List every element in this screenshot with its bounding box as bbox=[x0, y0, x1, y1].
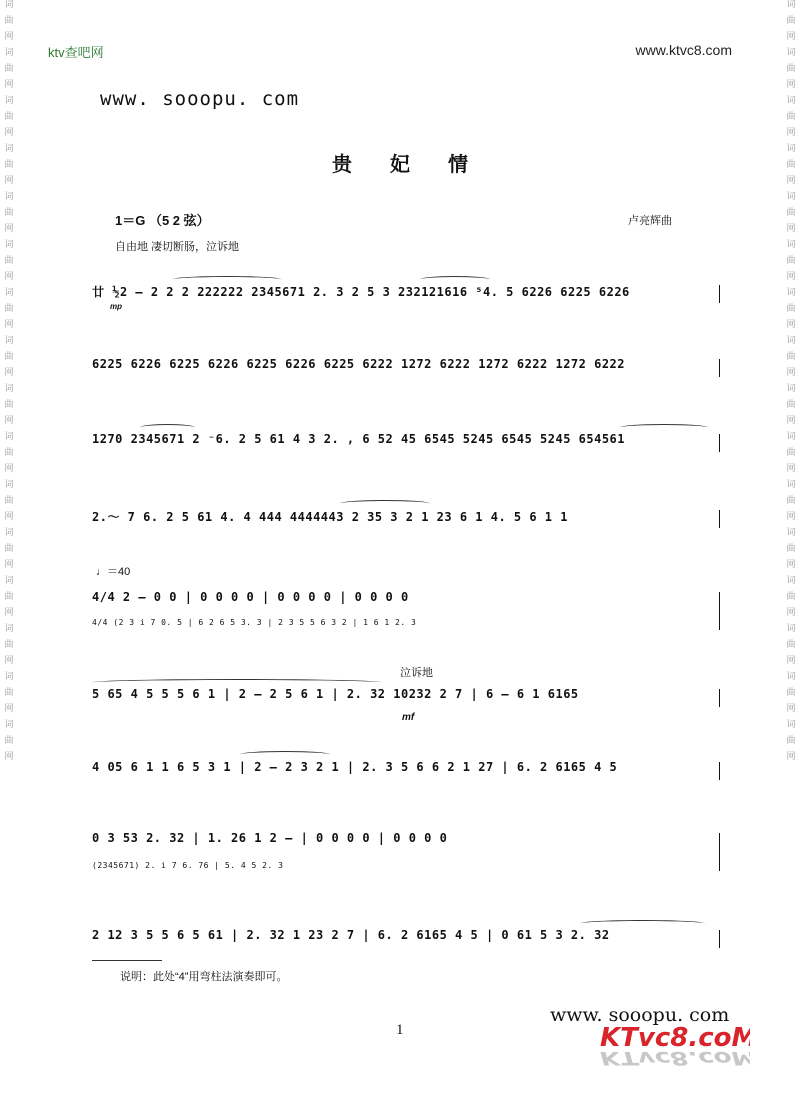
watermark-char: 曲 bbox=[4, 736, 14, 746]
watermark-char: 曲 bbox=[4, 208, 14, 218]
staff-row bbox=[92, 508, 714, 532]
watermark-char: 曲 bbox=[4, 64, 14, 74]
watermark-char: 网 bbox=[786, 128, 796, 138]
page-title: 贵妃情 bbox=[332, 154, 506, 176]
watermark-char: 词 bbox=[4, 288, 14, 298]
ktvc8-logo bbox=[600, 1022, 750, 1078]
staff-row bbox=[92, 687, 714, 711]
logo-reflection: KTvc8.coM bbox=[600, 1047, 750, 1069]
dynamic-mp: mp bbox=[110, 302, 122, 311]
staff-row bbox=[92, 432, 714, 456]
staff-notes: 4 05 6 1 1 6 5 3 1 | 2 – 2 3 2 1 | 2. 3 5 6 6 2 1 27 | 6. 2 6165 4 5 bbox=[92, 760, 618, 774]
top-watermark-url: www. sooopu. com bbox=[100, 88, 300, 110]
watermark-char: 网 bbox=[786, 32, 796, 42]
watermark-char: 网 bbox=[786, 608, 796, 618]
staff-row bbox=[92, 357, 714, 381]
watermark-char: 网 bbox=[786, 368, 796, 378]
watermark-char: 词 bbox=[786, 48, 796, 58]
slur-arc bbox=[420, 276, 490, 283]
watermark-char: 网 bbox=[786, 320, 796, 330]
staff-notes: 5 65 4 5 5 5 6 1 | 2 – 2 5 6 1 | 2. 32 10232 2 7 | 6 – 6 1 6165 bbox=[92, 687, 579, 701]
watermark-char: 词 bbox=[786, 336, 796, 346]
watermark-char: 词 bbox=[4, 672, 14, 682]
watermark-char: 网 bbox=[4, 32, 14, 42]
expression-mark: 自由地 凄切断肠，泣诉地 bbox=[115, 241, 240, 253]
footnote: 说明：此处“4”用弯柱法演奏即可。 bbox=[120, 971, 288, 983]
watermark-char: 曲 bbox=[786, 688, 796, 698]
staff-row bbox=[92, 283, 714, 307]
expression-cry-mark: 泣诉地 bbox=[400, 667, 433, 679]
watermark-char: 网 bbox=[786, 512, 796, 522]
watermark-char: 曲 bbox=[786, 64, 796, 74]
staff-notes: 6225 6226 6225 6226 6225 6226 6225 6222 1272 6222 1272 6222 1272 6222 bbox=[92, 357, 625, 371]
staff-row bbox=[92, 590, 714, 630]
watermark-char: 网 bbox=[786, 704, 796, 714]
watermark-char: 词 bbox=[786, 96, 796, 106]
watermark-char: 词 bbox=[4, 720, 14, 730]
watermark-char: 曲 bbox=[4, 640, 14, 650]
footnote-rule bbox=[92, 960, 162, 961]
watermark-char: 词 bbox=[4, 336, 14, 346]
watermark-char: 曲 bbox=[4, 256, 14, 266]
watermark-char: 词 bbox=[786, 672, 796, 682]
header-site-name[interactable]: ktv查吧网 bbox=[48, 45, 104, 60]
watermark-char: 网 bbox=[786, 224, 796, 234]
watermark-char: 词 bbox=[786, 288, 796, 298]
watermark-char: 曲 bbox=[786, 736, 796, 746]
watermark-char: 词 bbox=[4, 48, 14, 58]
watermark-char: 曲 bbox=[786, 16, 796, 26]
watermark-char: 曲 bbox=[786, 448, 796, 458]
staff-notes: 1270 2345671 2 ⁻6. 2 5 61 4 3 2. , 6 52 45 6545 5245 6545 5245 654561 bbox=[92, 432, 625, 446]
composer-credit: 卢亮辉曲 bbox=[628, 215, 672, 227]
watermark-char: 词 bbox=[4, 144, 14, 154]
watermark-char: 网 bbox=[4, 752, 14, 762]
slur-arc bbox=[340, 500, 430, 507]
barline bbox=[719, 930, 720, 948]
watermark-char: 词 bbox=[786, 480, 796, 490]
accompaniment-notes: (2345671) 2. i 7 6. 76 | 5. 4 5 2. 3 bbox=[92, 861, 284, 870]
watermark-char: 曲 bbox=[4, 160, 14, 170]
watermark-char: 曲 bbox=[4, 112, 14, 122]
watermark-char: 曲 bbox=[786, 160, 796, 170]
watermark-char: 网 bbox=[786, 656, 796, 666]
staff-notes: 廿 ½2 – 2 2 2 222222 2345671 2. 3 2 5 3 232121616 ⁵4. 5 6226 6225 6226 bbox=[92, 285, 630, 299]
watermark-char: 网 bbox=[4, 656, 14, 666]
watermark-char: 曲 bbox=[4, 496, 14, 506]
watermark-char: 词 bbox=[786, 576, 796, 586]
watermark-char: 词 bbox=[4, 624, 14, 634]
watermark-char: 曲 bbox=[786, 256, 796, 266]
watermark-char: 网 bbox=[4, 416, 14, 426]
watermark-char: 曲 bbox=[786, 592, 796, 602]
watermark-char: 网 bbox=[4, 80, 14, 90]
watermark-char: 网 bbox=[786, 752, 796, 762]
watermark-char: 曲 bbox=[4, 544, 14, 554]
accompaniment-notes: 4/4 (2 3 i 7 0. 5 | 6 2 6 5 3. 3 | 2 3 5 5 6 3 2 | 1 6 1 2. 3 bbox=[92, 618, 417, 627]
dynamic-mf: mf bbox=[402, 712, 415, 723]
watermark-char: 曲 bbox=[4, 352, 14, 362]
watermark-char: 网 bbox=[4, 128, 14, 138]
watermark-char: 词 bbox=[786, 720, 796, 730]
watermark-char: 曲 bbox=[786, 208, 796, 218]
watermark-char: 网 bbox=[786, 272, 796, 282]
watermark-char: 曲 bbox=[4, 592, 14, 602]
watermark-char: 曲 bbox=[786, 496, 796, 506]
watermark-char: 词 bbox=[4, 384, 14, 394]
watermark-char: 曲 bbox=[4, 400, 14, 410]
watermark-char: 网 bbox=[786, 560, 796, 570]
watermark-char: 曲 bbox=[786, 640, 796, 650]
watermark-char: 网 bbox=[4, 320, 14, 330]
watermark-char: 网 bbox=[4, 176, 14, 186]
watermark-char: 词 bbox=[786, 528, 796, 538]
bottom-watermark-url: www. sooopu. com bbox=[550, 1004, 730, 1026]
watermark-char: 词 bbox=[4, 240, 14, 250]
barline bbox=[719, 359, 720, 377]
watermark-char: 曲 bbox=[4, 304, 14, 314]
watermark-char: 网 bbox=[4, 464, 14, 474]
watermark-char: 词 bbox=[786, 624, 796, 634]
barline bbox=[719, 285, 720, 303]
watermark-char: 曲 bbox=[786, 400, 796, 410]
slur-arc bbox=[240, 751, 330, 758]
watermark-char: 网 bbox=[786, 176, 796, 186]
watermark-char: 网 bbox=[4, 368, 14, 378]
watermark-char: 曲 bbox=[786, 544, 796, 554]
watermark-char: 词 bbox=[4, 96, 14, 106]
watermark-char: 网 bbox=[4, 608, 14, 618]
slur-arc bbox=[172, 276, 282, 283]
watermark-char: 曲 bbox=[786, 112, 796, 122]
staff-notes: 0 3 53 2. 32 | 1. 26 1 2 – | 0 0 0 0 | 0 0 0 0 bbox=[92, 831, 448, 845]
watermark-char: 网 bbox=[4, 224, 14, 234]
barline bbox=[719, 510, 720, 528]
logo-text: KTvc8.coM bbox=[600, 1023, 750, 1053]
watermark-char: 曲 bbox=[786, 304, 796, 314]
staff-row bbox=[92, 760, 714, 784]
barline bbox=[719, 689, 720, 707]
watermark-char: 词 bbox=[786, 240, 796, 250]
header-site-url[interactable]: www.ktvc8.com bbox=[635, 42, 732, 58]
watermark-char: 曲 bbox=[4, 448, 14, 458]
staff-notes: 4/4 2 – 0 0 | 0 0 0 0 | 0 0 0 0 | 0 0 0 0 bbox=[92, 590, 409, 604]
staff-row bbox=[92, 928, 714, 952]
staff-row bbox=[92, 831, 714, 871]
watermark-char: 网 bbox=[4, 560, 14, 570]
watermark-char: 曲 bbox=[4, 16, 14, 26]
watermark-char: 网 bbox=[4, 704, 14, 714]
watermark-char: 网 bbox=[786, 416, 796, 426]
slur-arc bbox=[580, 920, 705, 927]
watermark-char: 曲 bbox=[4, 688, 14, 698]
barline bbox=[719, 434, 720, 452]
watermark-char: 词 bbox=[786, 384, 796, 394]
slur-arc bbox=[92, 679, 382, 686]
key-signature: 1＝G （5 2 弦） bbox=[115, 213, 210, 228]
page-number: 1 bbox=[396, 1022, 404, 1038]
watermark-char: 词 bbox=[4, 576, 14, 586]
watermark-char: 曲 bbox=[786, 352, 796, 362]
watermark-char: 网 bbox=[786, 464, 796, 474]
watermark-char: 词 bbox=[4, 432, 14, 442]
watermark-char: 词 bbox=[786, 192, 796, 202]
watermark-char: 词 bbox=[4, 480, 14, 490]
watermark-char: 网 bbox=[4, 272, 14, 282]
watermark-char: 词 bbox=[4, 192, 14, 202]
staff-notes: 2.～ 7 6. 2 5 61 4. 4 444 4444443 2 35 3 2 1 23 6 1 4. 5 6 1 1 bbox=[92, 510, 568, 524]
barline bbox=[719, 833, 720, 871]
watermark-char: 词 bbox=[4, 528, 14, 538]
barline bbox=[719, 762, 720, 780]
slur-arc bbox=[620, 424, 708, 431]
barline bbox=[719, 592, 720, 630]
watermark-char: 词 bbox=[786, 144, 796, 154]
watermark-char: 网 bbox=[786, 80, 796, 90]
tempo-mark: ♩＝40 bbox=[96, 566, 131, 578]
watermark-char: 网 bbox=[4, 512, 14, 522]
staff-notes: 2 12 3 5 5 6 5 61 | 2. 32 1 23 2 7 | 6. 2 6165 4 5 | 0 61 5 3 2. 32 bbox=[92, 928, 610, 942]
watermark-char: 词 bbox=[786, 0, 796, 10]
slur-arc bbox=[140, 424, 195, 431]
watermark-char: 词 bbox=[786, 432, 796, 442]
watermark-char: 词 bbox=[4, 0, 14, 10]
